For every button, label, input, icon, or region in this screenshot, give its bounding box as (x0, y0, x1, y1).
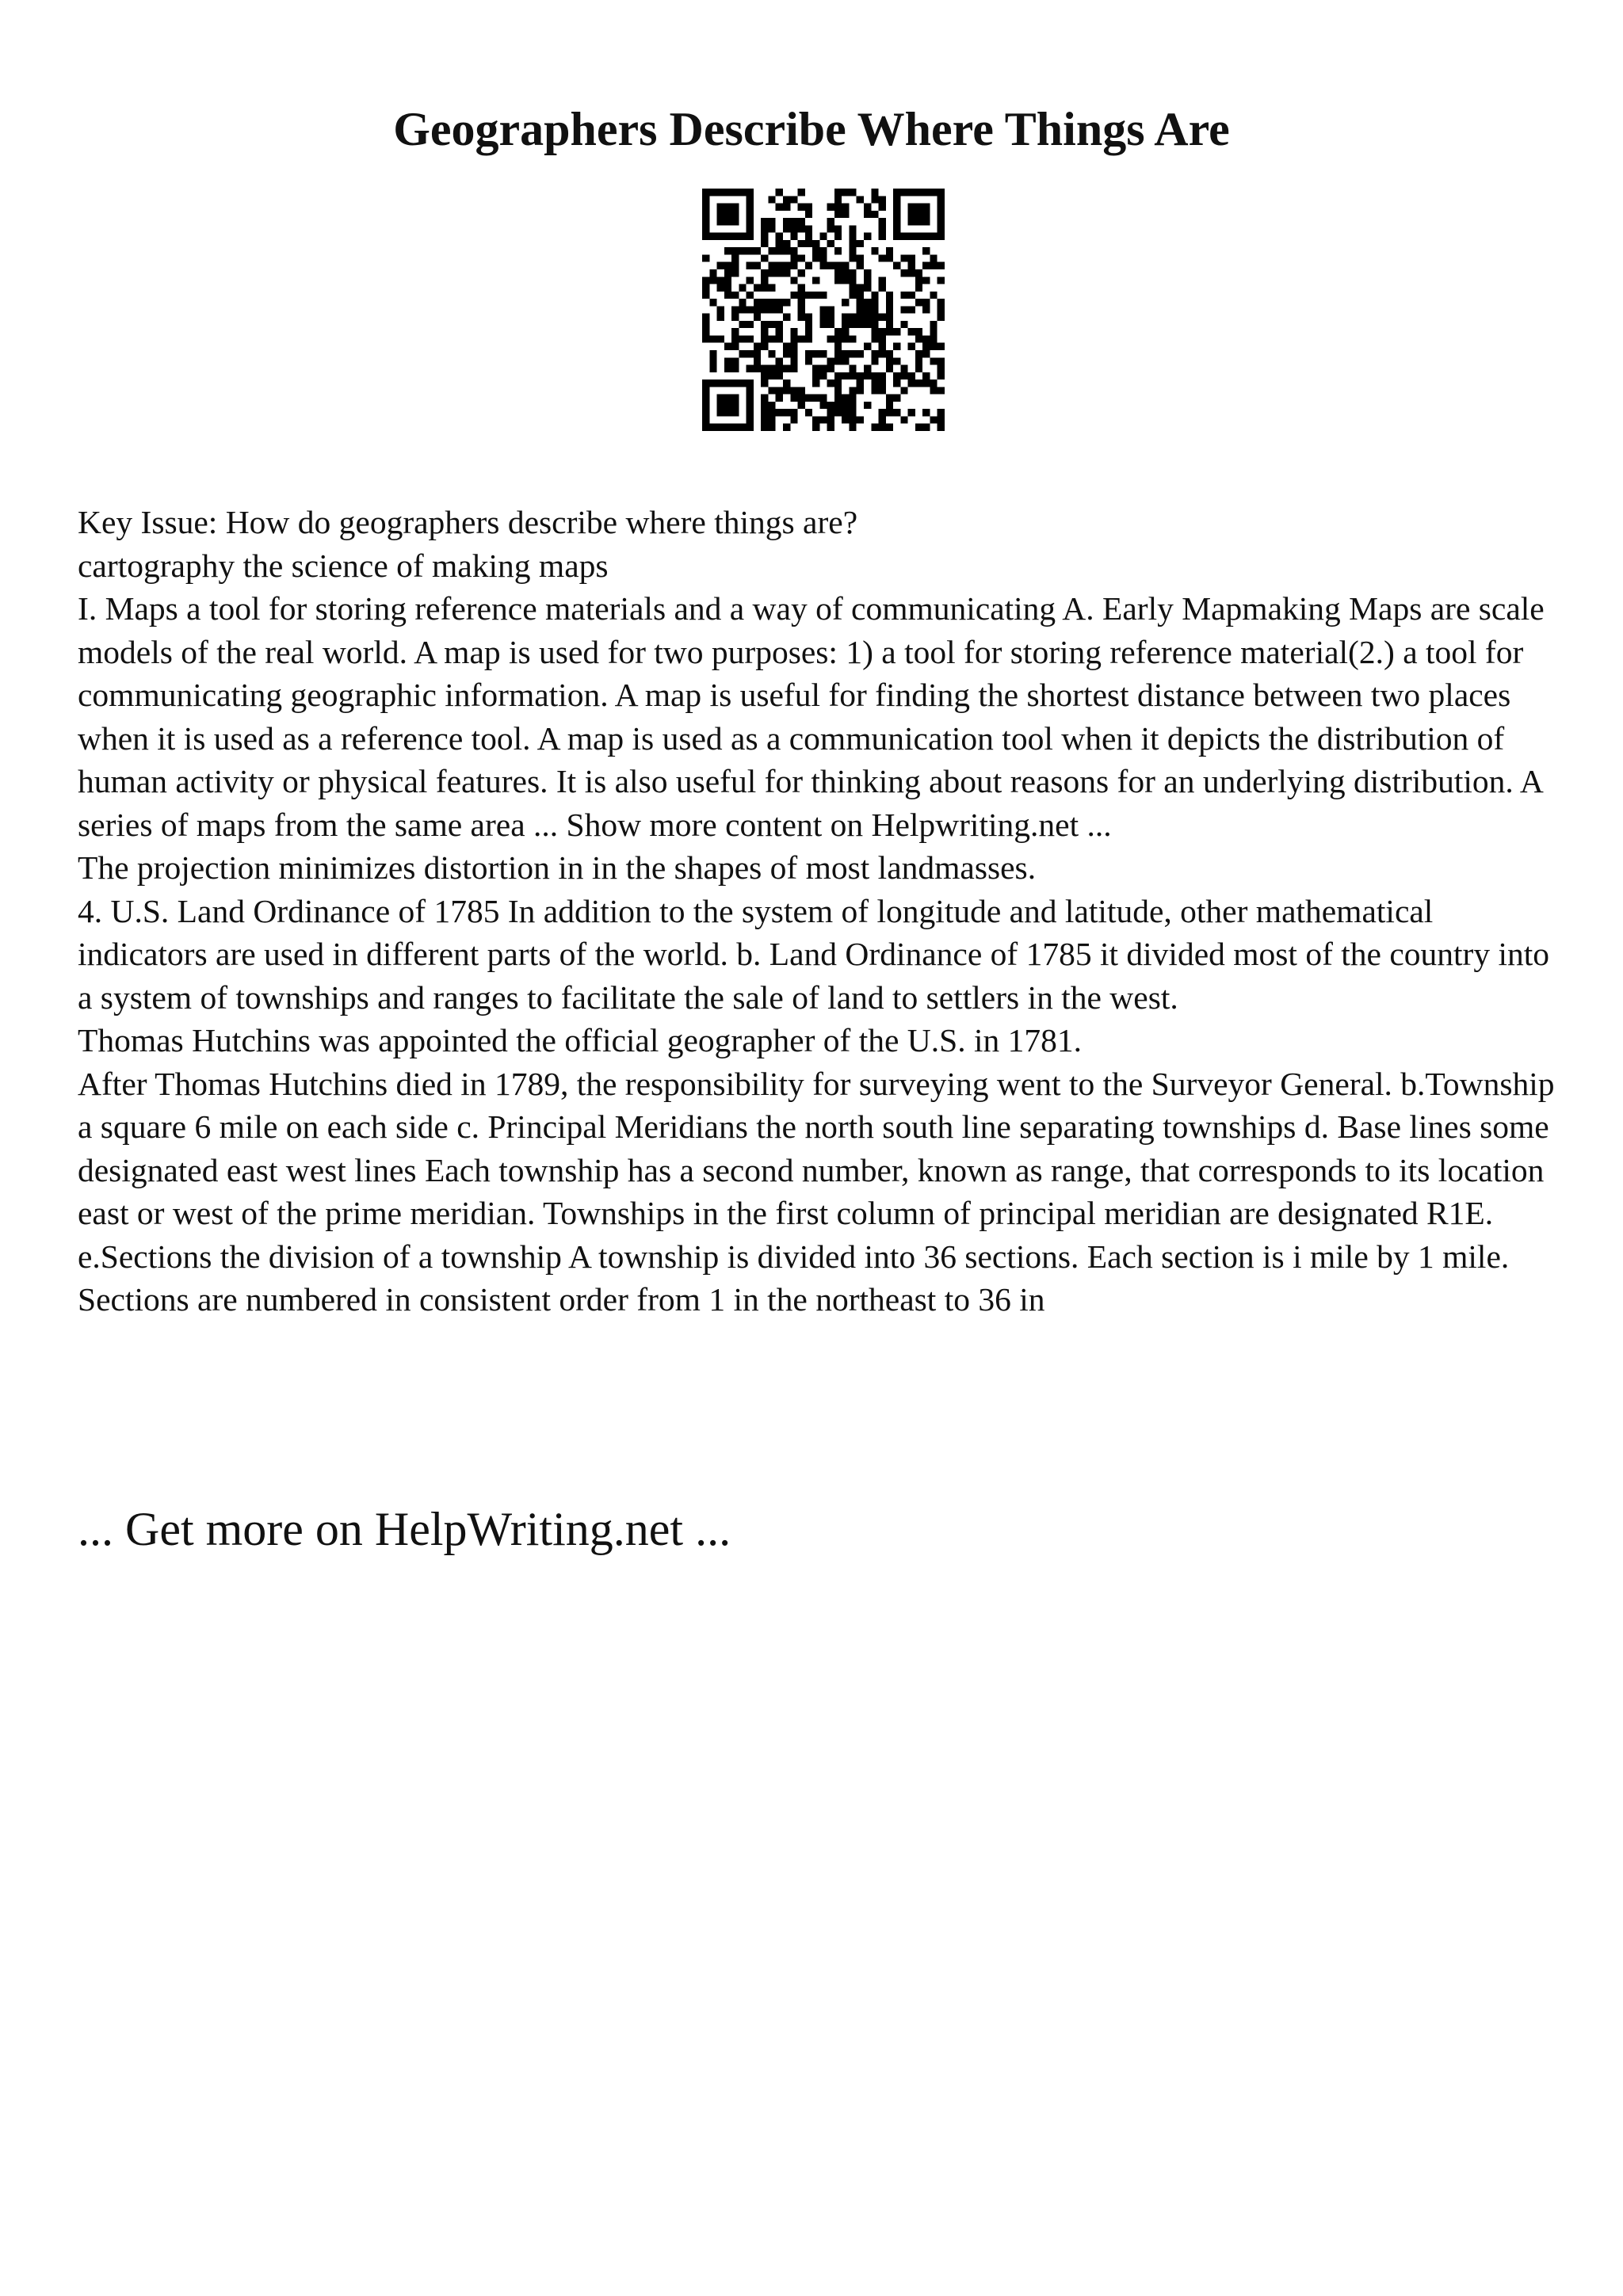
paragraph-hutchins-appointed: Thomas Hutchins was appointed the official geographer of the U.S. in 1781. (78, 1022, 1083, 1058)
paragraph-projection: The projection minimizes distortion in in the shapes of most landmasses. (78, 849, 1037, 886)
paragraph-key-issue: Key Issue: How do geographers describe where things are? (78, 504, 858, 540)
paragraph-land-ordinance: 4. U.S. Land Ordinance of 1785 In addition to the system of longitude and latitude, other mathematical indicators are used in different parts of the world. b. Land Ordinance of 1785 it divided most of the country into a system of townships and ranges to facilitate the sale of land to settlers in the west. (78, 892, 1550, 1016)
get-more-link[interactable]: ... Get more on HelpWriting.net ... (78, 1503, 731, 1555)
paragraph-surveying: After Thomas Hutchins died in 1789, the responsibility for surveying went to the Surveyor General. b.Township a square 6 mile on each side c. Principal Meridians the north south line separating townships d. Base lines some designated east west lines Each township has a second number, known as range, that corresponds to its location east or west of the prime meridian. Townships in the first column of principal meridian are designated R1E. e.Sections the division of a township A township is divided into 36 sections. Each section is i mile by 1 mile. Sections are numbered in consistent order from 1 in the northeast to 36 in (78, 1065, 1555, 1318)
document-title: Geographers Describe Where Things Are (393, 103, 1230, 155)
qr-code-icon (702, 189, 945, 431)
document-body (78, 501, 1568, 1322)
paragraph-cartography: cartography the science of making maps (78, 547, 609, 584)
paragraph-maps: I. Maps a tool for storing reference materials and a way of communicating A. Early Mapmaking Maps are scale models of the real world. A map is used for two purposes: 1) a tool for storing reference material(2.) a tool for communicating geographic information. A map is useful for finding the shortest distance between two places when it is used as a reference tool. A map is used as a communication tool when it depicts the distribution of human activity or physical features. It is also useful for thinking about reasons for an underlying distribution. A series of maps from the same area ... Show more content on Helpwriting.net ... (78, 590, 1545, 843)
